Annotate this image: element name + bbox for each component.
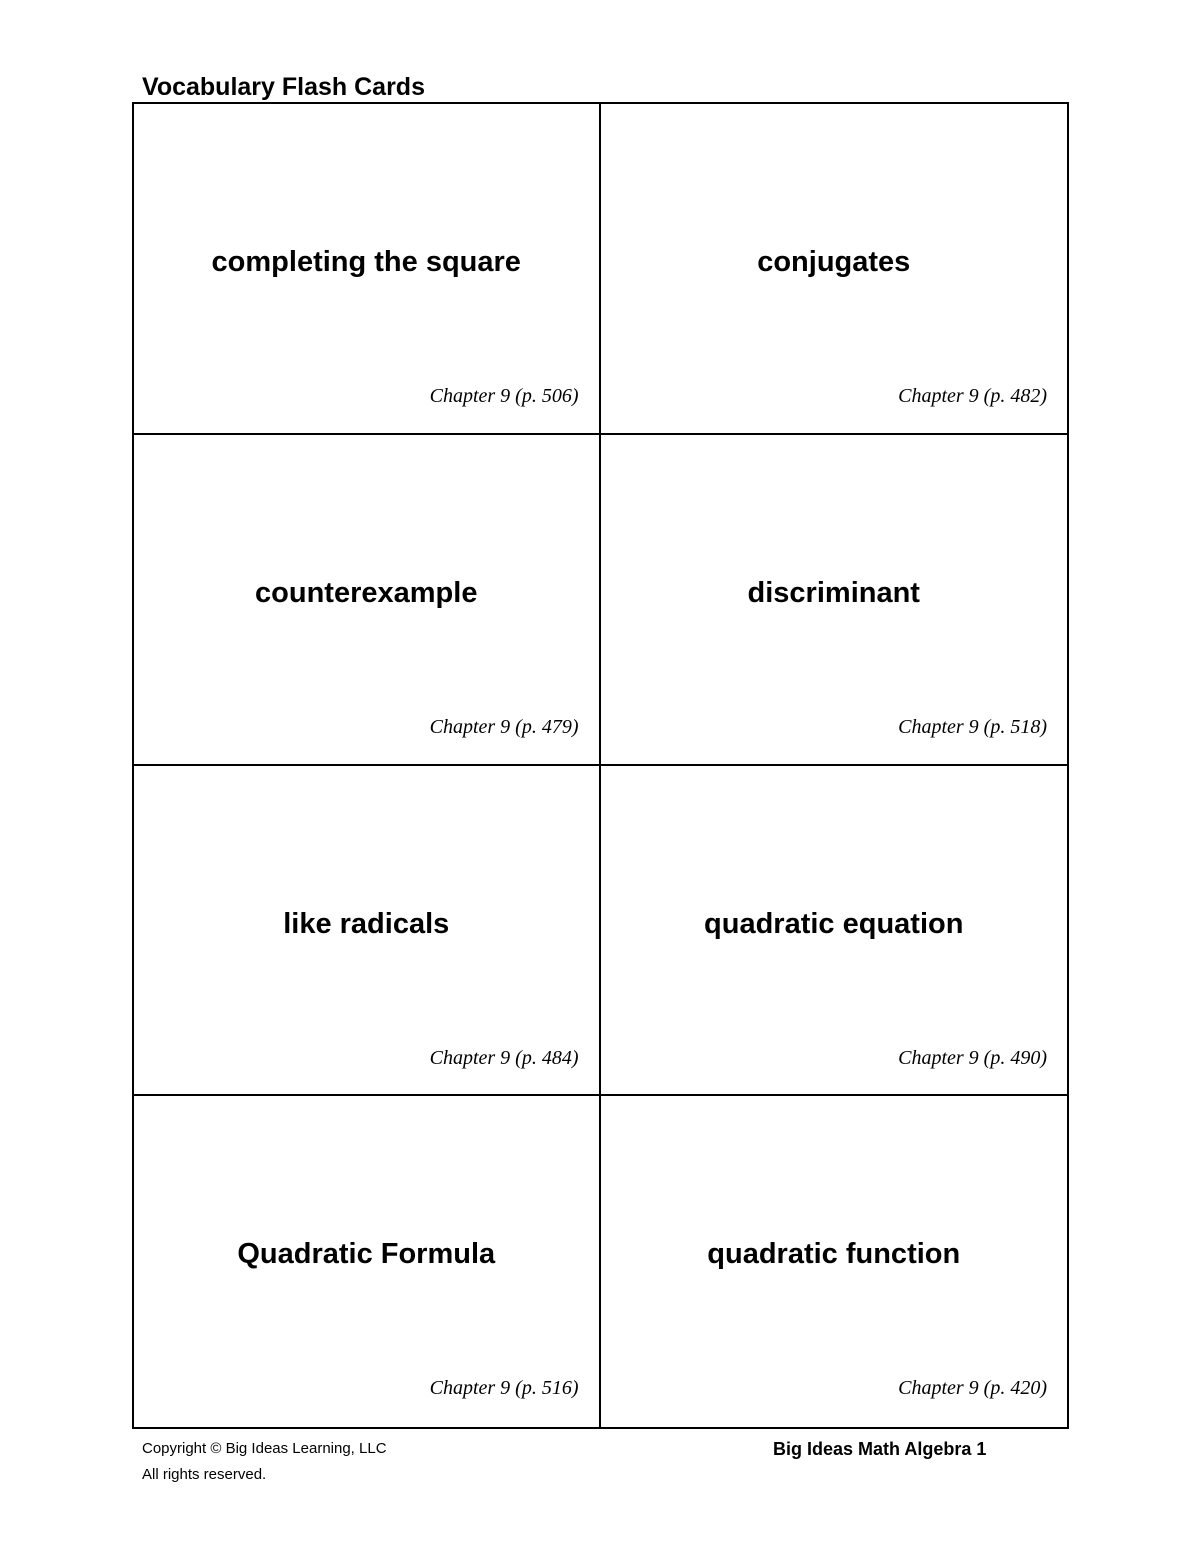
card-reference: Chapter 9 (p. 506) — [429, 385, 579, 407]
card-term: quadratic function — [707, 1238, 961, 1271]
card-reference: Chapter 9 (p. 518) — [898, 715, 1047, 738]
flash-card — [601, 104, 1068, 435]
flash-card — [134, 1096, 601, 1427]
card-term: Quadratic Formula — [237, 1238, 496, 1271]
flash-card — [134, 766, 601, 1097]
card-reference: Chapter 9 (p. 420) — [898, 1377, 1047, 1400]
flash-card-grid — [132, 102, 1069, 1429]
page-title: Vocabulary Flash Cards — [142, 73, 425, 101]
flash-card — [601, 1096, 1068, 1427]
footer-copyright: Copyright © Big Ideas Learning, LLC — [142, 1440, 387, 1457]
card-reference: Chapter 9 (p. 482) — [898, 385, 1047, 407]
flash-card — [134, 104, 601, 435]
flash-card — [601, 766, 1068, 1097]
flash-card — [601, 435, 1068, 766]
card-term: completing the square — [211, 246, 521, 278]
flash-card — [134, 435, 601, 766]
card-term: conjugates — [757, 246, 911, 278]
card-term: counterexample — [255, 576, 478, 609]
card-reference: Chapter 9 (p. 484) — [429, 1046, 579, 1069]
footer-book-title: Big Ideas Math Algebra 1 — [773, 1439, 987, 1459]
card-term: discriminant — [747, 576, 920, 609]
card-reference: Chapter 9 (p. 516) — [429, 1377, 579, 1400]
card-reference: Chapter 9 (p. 490) — [898, 1046, 1047, 1069]
card-term: quadratic equation — [704, 907, 964, 940]
card-term: like radicals — [283, 907, 450, 940]
card-reference: Chapter 9 (p. 479) — [429, 715, 579, 738]
footer-rights: All rights reserved. — [142, 1466, 267, 1483]
